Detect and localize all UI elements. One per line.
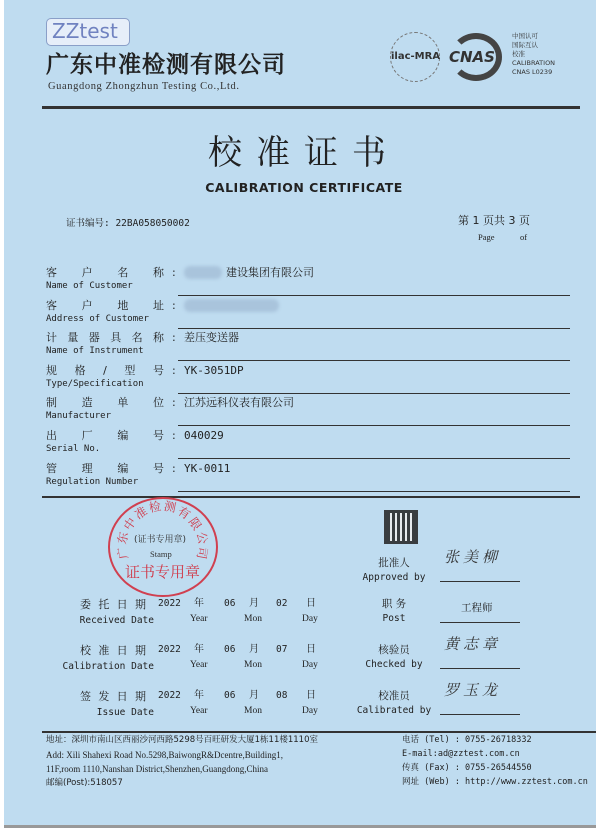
redacted-block <box>184 266 222 279</box>
of-label-en: of <box>520 232 528 242</box>
section-divider <box>42 496 580 498</box>
footer-fax: 传真 (Fax) : 0755-26544550 <box>402 763 532 773</box>
page-label-en: Page <box>478 232 495 242</box>
field-value: 040029 <box>184 429 224 442</box>
field-label-en: Manufacturer <box>46 411 112 422</box>
ilac-mra-logo: ilac-MRA <box>390 32 440 82</box>
signoff-label-cn: 校准员 <box>378 690 410 702</box>
accreditation-text: 中国认可 国际互认 校准 CALIBRATION CNAS L0239 <box>512 32 556 76</box>
field-colon: : <box>172 298 176 312</box>
footer-address-cn: 地址：深圳市南山区西丽沙河西路5298号百旺研发大厦1栋11楼1110室 <box>46 735 318 745</box>
footer-tel: 电话 (Tel) : 0755-26718332 <box>402 735 532 745</box>
date-day: 07 <box>276 644 288 655</box>
field-label-cn: 客户名称 <box>46 266 164 279</box>
field-underline <box>178 360 570 361</box>
page-indicator: 第 1 页共 3 页 <box>458 214 530 227</box>
title-en: CALIBRATION CERTIFICATE <box>205 180 403 195</box>
title-cn: 校准证书 <box>208 135 400 172</box>
signoff-label-en: Checked by <box>365 659 423 670</box>
field-label-en: Name of Instrument <box>46 346 144 357</box>
field-label-cn: 出厂编号 <box>46 429 164 442</box>
field-value: 江苏远科仪表有限公司 <box>184 396 294 410</box>
signoff-label-cn: 职 务 <box>381 598 407 610</box>
signoff-underline <box>440 581 520 582</box>
field-label-cn: 客户地址 <box>46 298 164 312</box>
date-month: 06 <box>224 644 236 655</box>
field-label-cn: 管理编号 <box>46 461 164 475</box>
certificate-number: 证书编号: 22BA058050002 <box>66 218 190 229</box>
date-month: 06 <box>224 690 236 701</box>
date-day: 02 <box>276 598 288 609</box>
certificate-page: ZZtest 广东中准检测有限公司 Guangdong Zhongzhun Testing Co.,Ltd. ilac-MRA CNAS 中国认可 国际互认 校准 CALIBRATION CNAS L0239 校准证书 CALIBRATION CERTIFICATE 证书编号: 22BA058050002 第 1 页共 3 页 Page of 客户名称 Name of Customer : 建设集团有限公司 客户地址 Address of Customer : 计量器具名称 Name of Instrument : 差压变送器 规格/型号 Type/Specification : YK-3051DP 制造单位 Manufacturer : 江苏远科仪表有限公司 出厂编号 Serial No. : 040029 管理编号 Regulation Number : YK-0011 广 东 中 准 检 测 有 限 公 司 (证书专用章) Stamp 证书专用章 委托日期 Received Date 2022 年 Year 06 月 Mon 02 日 Day 校准日期 Calibration Date 2022 年 Year 06 月 Mon 07 日 Day 签发日期 Issue Date 2022 年 Year 06 月 Mon 08 日 Day 批准人 Approved by 张美柳 职 务 Post 工程师 核验员 Checked by 黄志章 校准员 Calibrated by 罗玉龙 地址：深圳市南山区西丽沙河西路5298号百旺研发大厦1栋11楼1110室 Add: Xili Shahexi Road No.5298,BaiwongR&Dcentre,Building1, 11F,room 1110,Nanshan District,Shenzhen,Guangdong,China 邮编(Post):518057 电话 (Tel) : 0755-26718332 E-mail:ad@zztest.com.cn 传真 (Fax) : 0755-26544550 网址 (Web) : http://www.zztest.com.cn <box>4 0 596 828</box>
date-label-en: Issue Date <box>96 707 154 718</box>
signoff-label-cn: 批准人 <box>378 557 410 569</box>
field-colon: : <box>172 363 176 377</box>
field-label-en: Name of Customer <box>46 281 133 291</box>
footer-address-en-1: Add: Xili Shahexi Road No.5298,BaiwongR&Dcentre,Building1, <box>46 750 283 760</box>
date-year: 2022 <box>158 690 181 701</box>
signoff-label-en: Post <box>382 613 406 624</box>
stamp-ring-char: 有 <box>175 503 194 523</box>
signoff-label-en: Approved by <box>362 572 426 583</box>
footer-web[interactable]: 网址 (Web) : http://www.zztest.com.cn <box>402 777 588 787</box>
footer-email[interactable]: E-mail:ad@zztest.com.cn <box>402 749 520 759</box>
header-divider <box>42 106 580 109</box>
signature: 黄志章 <box>444 635 502 653</box>
qr-code[interactable] <box>384 510 418 544</box>
signature: 罗玉龙 <box>444 681 502 699</box>
signoff-label-cn: 核验员 <box>378 644 410 656</box>
redacted-block <box>184 299 279 312</box>
date-month: 06 <box>224 598 236 609</box>
field-label-cn: 计量器具名称 <box>46 331 164 345</box>
post-value: 工程师 <box>461 602 493 614</box>
company-name-en: Guangdong Zhongzhun Testing Co.,Ltd. <box>48 81 240 92</box>
field-label-cn: 规格/型号 <box>46 363 164 377</box>
field-value: YK-3051DP <box>184 363 244 377</box>
field-colon: : <box>172 429 176 442</box>
signature: 张美柳 <box>444 548 502 566</box>
company-stamp: 广 东 中 准 检 测 有 限 公 司 (证书专用章) Stamp 证书专用章 <box>108 497 218 597</box>
date-year: 2022 <box>158 598 181 609</box>
field-underline <box>178 295 570 296</box>
stamp-ring-char: 限 <box>186 514 205 533</box>
stamp-ring-char: 准 <box>131 503 150 523</box>
date-label-cn: 校准日期 <box>80 644 146 657</box>
field-colon: : <box>172 266 176 279</box>
field-label-en: Type/Specification <box>46 378 144 389</box>
field-value: 差压变送器 <box>184 331 239 345</box>
date-label-en: Received Date <box>79 615 154 626</box>
date-label-cn: 签发日期 <box>80 690 146 703</box>
field-value: YK-0011 <box>184 461 231 475</box>
field-colon: : <box>172 396 176 410</box>
signoff-label-en: Calibrated by <box>356 705 432 716</box>
field-underline <box>178 328 570 329</box>
field-colon: : <box>172 331 176 345</box>
zztest-logo: ZZtest <box>46 18 130 46</box>
stamp-ring-char: 中 <box>120 514 139 533</box>
date-day: 08 <box>276 690 288 701</box>
signoff-underline <box>440 714 520 715</box>
stamp-ring-char: 测 <box>162 499 178 516</box>
stamp-ring-char: 东 <box>115 530 132 546</box>
field-label-en: Regulation Number <box>46 476 139 487</box>
field-value: 建设集团有限公司 <box>226 266 314 279</box>
stamp-ring-char: 公 <box>193 530 210 546</box>
field-underline <box>178 491 570 492</box>
date-label-en: Calibration Date <box>62 661 154 672</box>
field-label-en: Address of Customer <box>46 313 149 324</box>
date-label-cn: 委托日期 <box>80 598 146 611</box>
stamp-ring-char: 广 <box>115 546 132 561</box>
footer-divider <box>42 731 596 733</box>
footer-postcode: 邮编(Post):518057 <box>46 778 123 788</box>
company-name-cn: 广东中准检测有限公司 <box>46 52 286 77</box>
field-label-cn: 制造单位 <box>46 396 164 410</box>
stamp-ring-char: 检 <box>147 499 163 516</box>
date-year: 2022 <box>158 644 181 655</box>
field-label-en: Serial No. <box>46 444 101 454</box>
stamp-ring-char: 司 <box>193 546 210 561</box>
field-colon: : <box>172 461 176 475</box>
field-underline <box>178 458 570 459</box>
cnas-logo: CNAS <box>450 33 502 81</box>
footer-address-en-2: 11F,room 1110,Nanshan District,Shenzhen,Guangdong,China <box>46 764 268 774</box>
signoff-underline <box>440 668 520 669</box>
signoff-underline <box>440 622 520 623</box>
field-underline <box>178 425 570 426</box>
field-underline <box>178 393 570 394</box>
